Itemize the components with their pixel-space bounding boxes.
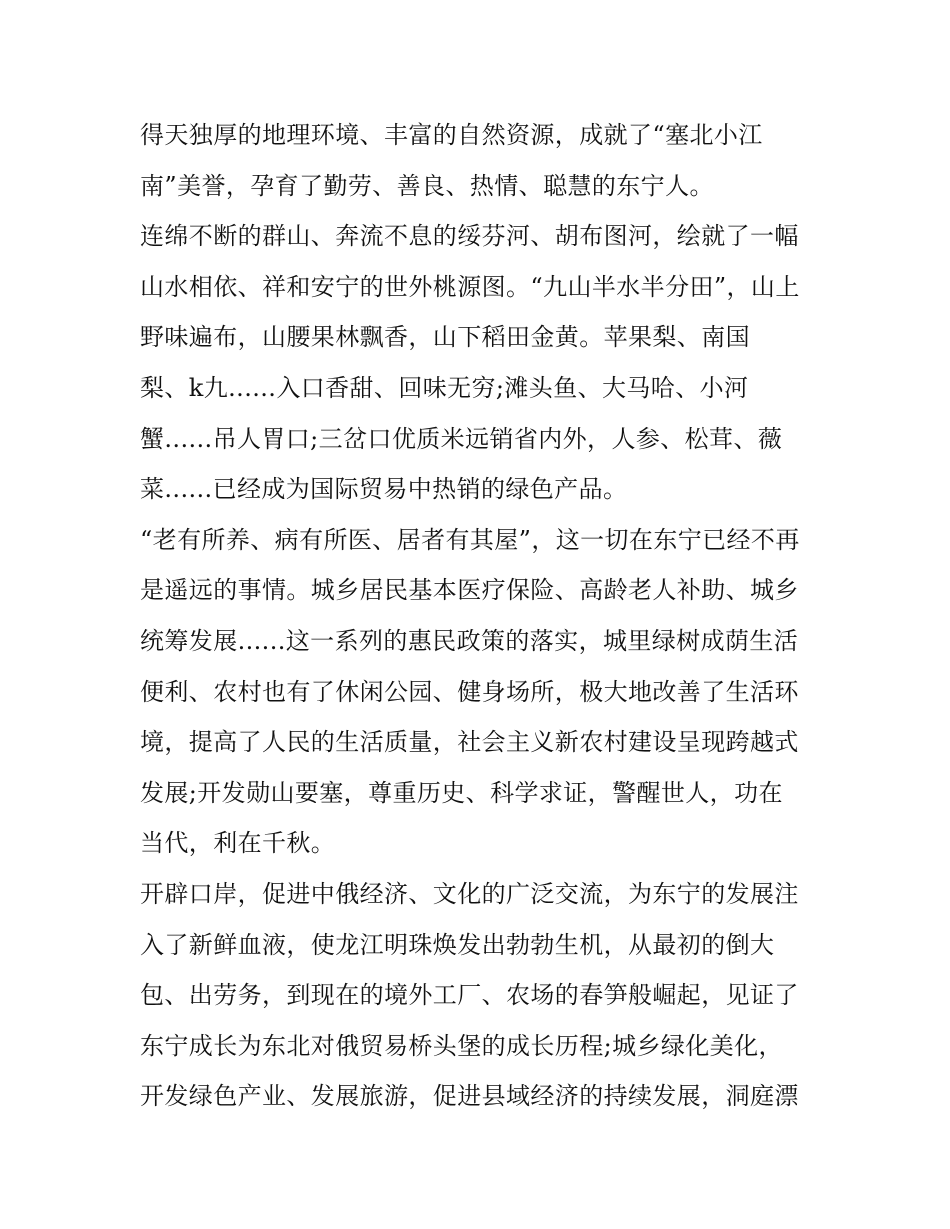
text-line: “老有所养、病有所医、居者有其屋”，这一切在东宁已经不再	[140, 525, 800, 554]
document-body	[140, 110, 830, 1122]
text-line: 蟹......吊人胃口;三岔口优质米远销省内外，人参、松茸、薇	[140, 424, 783, 453]
text-line: 统筹发展......这一系列的惠民政策的落实，城里绿树成荫生活	[140, 626, 799, 655]
text-line: 开辟口岸，促进中俄经济、文化的广泛交流，为东宁的发展注	[140, 879, 799, 908]
text-line: 包、出劳务，到现在的境外工厂、农场的春笋般崛起，见证了	[140, 981, 799, 1010]
text-line: 连绵不断的群山、奔流不息的绥芬河、胡布图河，绘就了一幅	[140, 222, 799, 251]
text-line: 菜......已经成为国际贸易中热销的绿色产品。	[140, 475, 628, 504]
text-line: 当代，利在千秋。	[140, 829, 336, 858]
text-line: 发展;开发勋山要塞，尊重历史、科学求证，警醒世人，功在	[140, 778, 783, 807]
text-line: 山水相依、祥和安宁的世外桃源图。“九山半水半分田”，山上	[140, 272, 800, 301]
text-line: 南”美誉，孕育了勤劳、善良、热情、聪慧的东宁人。	[140, 171, 714, 200]
text-line: 野味遍布，山腰果林飘香，山下稻田金黄。苹果梨、南国	[140, 323, 750, 352]
text-line: 开发绿色产业、发展旅游，促进县域经济的持续发展，洞庭漂	[140, 1082, 799, 1111]
text-line: 梨、k九......入口香甜、回味无穷;滩头鱼、大马哈、小河	[140, 373, 749, 402]
text-line: 得天独厚的地理环境、丰富的自然资源，成就了“塞北小江	[140, 121, 763, 149]
text-line: 是遥远的事情。城乡居民基本医疗保险、高龄老人补助、城乡	[140, 576, 799, 605]
text-line: 境，提高了人民的生活质量，社会主义新农村建设呈现跨越式	[140, 728, 799, 757]
text-line: 东宁成长为东北对俄贸易桥头堡的成长历程;城乡绿化美化，	[140, 1031, 783, 1060]
text-line: 入了新鲜血液，使龙江明珠焕发出勃勃生机，从最初的倒大	[140, 930, 775, 959]
text-line: 便利、农村也有了休闲公园、健身场所，极大地改善了生活环	[140, 677, 799, 706]
